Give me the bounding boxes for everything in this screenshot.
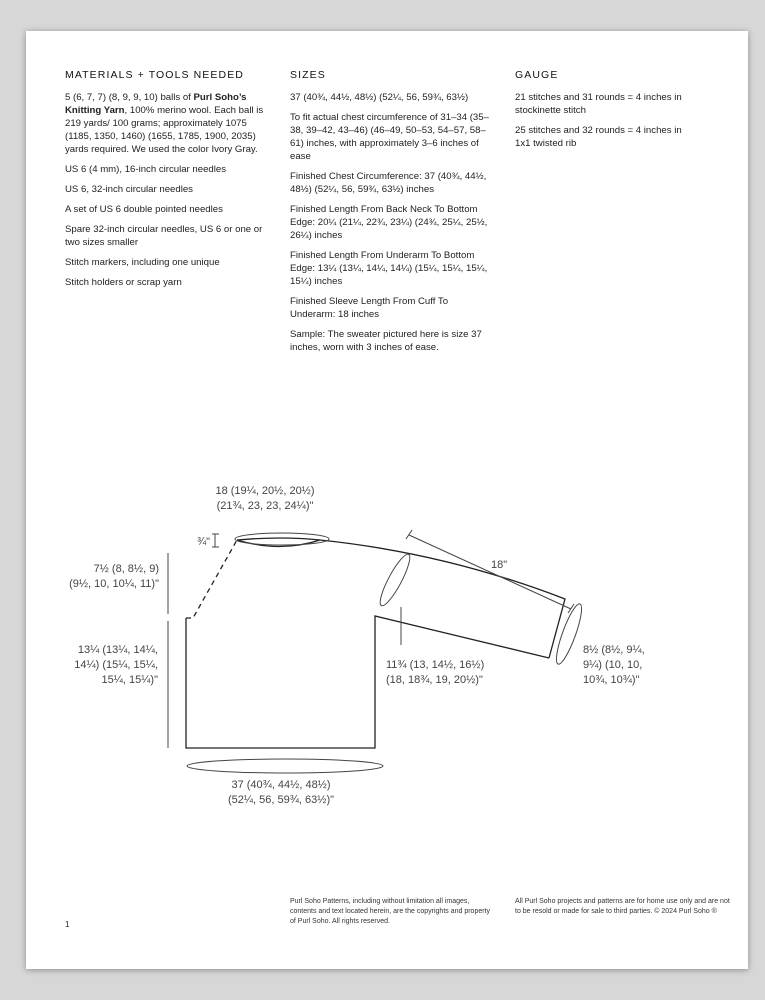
yoke-depth-label: (9½, 10, 10¼, 11)" [69, 578, 159, 590]
upper-arm-label: 11¾ (13, 14½, 16½) [386, 659, 485, 671]
sizes-item: Sample: The sweater pictured here is size 37 inches, worn with 3 inches of ease. [290, 329, 482, 353]
neck-width-label: 18 (19¼, 20½, 20½) [215, 485, 315, 497]
pattern-page [26, 31, 748, 969]
body-length-label: 13¼ (13¼, 14¼, [77, 644, 158, 656]
sizes-heading: SIZES [290, 69, 326, 81]
chest-label: (52¼, 56, 59¾, 63½)" [227, 794, 335, 806]
upper-arm-label: (18, 18¾, 19, 20½)" [386, 674, 483, 686]
materials-item: US 6 (4 mm), 16-inch circular needles [65, 164, 227, 175]
yarn-requirement: 5 (6, 7, 7) (8, 9, 9, 10) balls of Purl Soho’s Knitting Yarn, 100% merino wool. Each ball is 219 yards/ 100 grams; approximately 1075 (1185, 1350, 1460) (1655, 1785, 1900, 2035) yards required. We used the color Ivory Gray. [65, 92, 264, 155]
copyright-notice: Purl Soho Patterns, including without limitation all images, contents and text located herein, are the copyrights and property of Purl Soho. All rights reserved. [290, 898, 491, 925]
usage-notice: All Purl Soho projects and patterns are for home use only and are not to be resold or made for sale to third parties. © 2024 Purl Soho ® [515, 898, 730, 915]
body-length-label: 15¼, 15¼)" [101, 674, 158, 686]
cuff-label: 9¼) (10, 10, [583, 659, 643, 671]
sweater-outline [186, 538, 565, 748]
neck-width-label: (21¾, 23, 23, 24¼)" [216, 500, 314, 512]
materials-item: Stitch markers, including one unique [65, 257, 220, 268]
gauge-item: 25 stitches and 32 rounds = 4 inches in 1x1 twisted rib [515, 125, 682, 149]
sizes-item: 37 (40¾, 44½, 48½) (52¼, 56, 59¾, 63½) [290, 92, 469, 103]
upper-arm-ellipse [376, 551, 415, 608]
sizes-item: Finished Length From Back Neck To Bottom Edge: 20¼ (21¼, 22¾, 23¼) (24¾, 25¼, 25½, 26¼) inches [290, 204, 488, 241]
yoke-depth-label: 7½ (8, 8½, 9) [93, 563, 159, 575]
materials-item: Spare 32-inch circular needles, US 6 or one or two sizes smaller [65, 224, 263, 248]
sleeve-length-line [409, 535, 571, 609]
chest-circumference-ellipse [187, 759, 383, 773]
chest-label: 37 (40¾, 44½, 48½) [231, 779, 331, 791]
gauge-item: 21 stitches and 31 rounds = 4 inches in stockinette stitch [515, 92, 682, 116]
materials-item: US 6, 32-inch circular needles [65, 184, 193, 195]
cuff-label: 10¾, 10¾)" [583, 674, 640, 686]
sizes-item: To fit actual chest circumference of 31–34 (35–38, 39–42, 43–46) (46–49, 50–53, 54–57, 58–61) inches, with approximately 3–6 inches of ease [290, 112, 489, 162]
cuff-label: 8½ (8½, 9¼, [583, 644, 645, 656]
sizes-item: Finished Length From Underarm To Bottom Edge: 13¼ (13¼, 14¼, 14¼) (15¼, 15¼, 15¼, 15¼) inches [290, 250, 488, 287]
neck-depth-label: ¾" [197, 536, 211, 548]
sweater-schematic [26, 31, 748, 969]
yarn-link[interactable]: Purl Soho’s Knitting Yarn [65, 92, 247, 116]
sizes-item: Finished Chest Circumference: 37 (40¾, 44½, 48½) (52¼, 56, 59¾, 63½) inches [290, 171, 487, 195]
page-number: 1 [65, 920, 70, 929]
sleeve-length-label: 18" [491, 559, 508, 571]
sizes-item: Finished Sleeve Length From Cuff To Underarm: 18 inches [290, 296, 449, 320]
materials-item: A set of US 6 double pointed needles [65, 204, 223, 215]
yoke-dashed-edge [186, 540, 237, 618]
materials-heading: MATERIALS + TOOLS NEEDED [65, 69, 244, 81]
body-outline [186, 616, 549, 748]
gauge-heading: GAUGE [515, 69, 559, 81]
materials-item: Stitch holders or scrap yarn [65, 277, 182, 288]
body-length-label: 14¼) (15¼, 15¼, [74, 659, 158, 671]
